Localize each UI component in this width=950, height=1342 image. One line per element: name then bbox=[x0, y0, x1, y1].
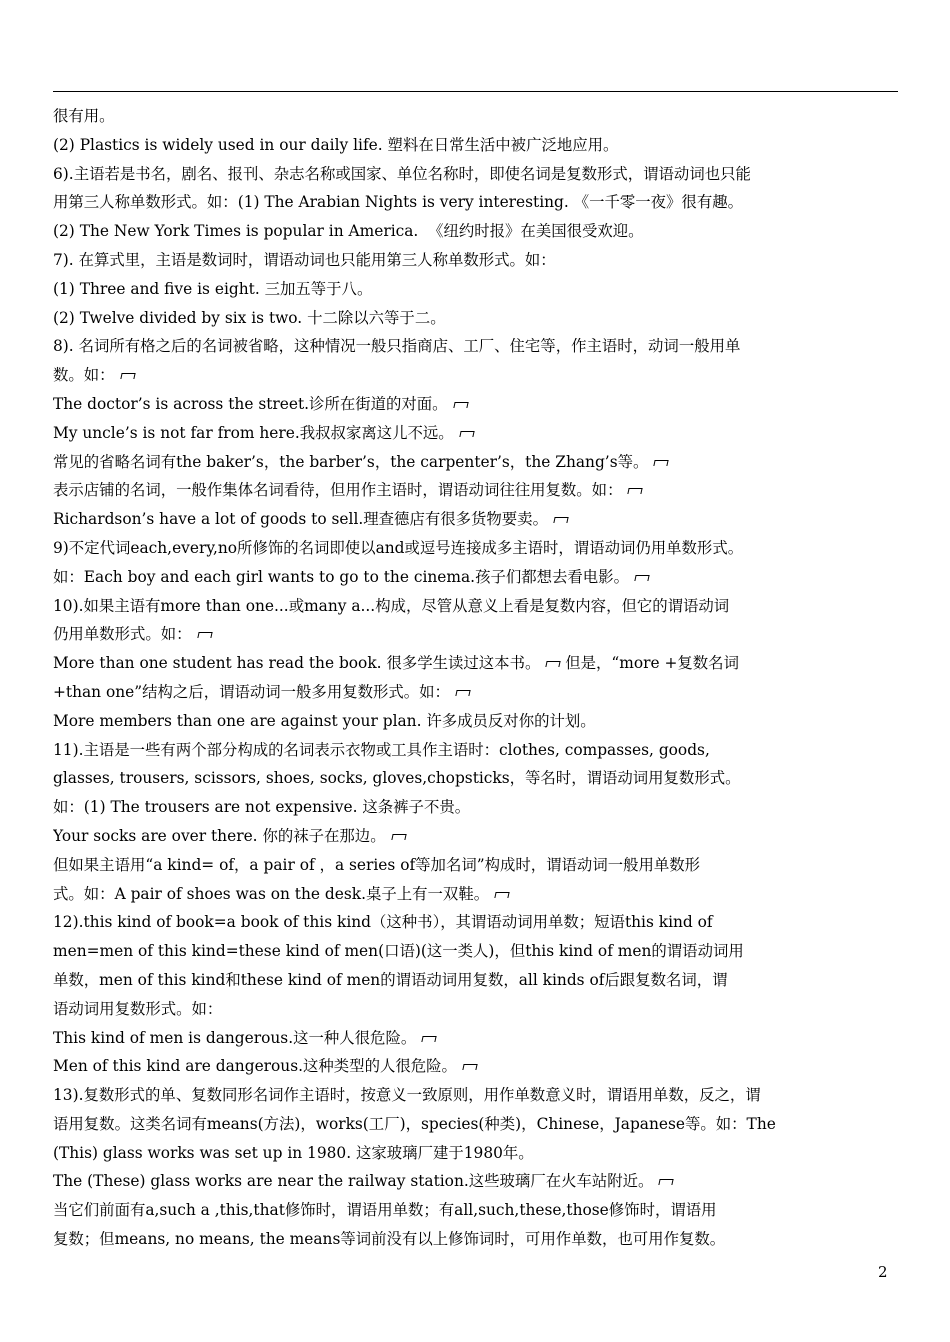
text-line bbox=[53, 880, 901, 909]
line-text: (This) glass works was set up in 1980. 这家玻璃厂建于1980年。 bbox=[53, 1143, 534, 1162]
text-line bbox=[53, 1167, 901, 1196]
line-text: 8). 名词所有格之后的名词被省略，这种情况一般只指商店、工厂、住宅等，作主语时，动词一般用单 bbox=[53, 337, 741, 356]
line-text: (2) Twelve divided by six is two. 十二除以六等于二。 bbox=[53, 308, 446, 327]
line-text: 复数；但means, no means, the means等词前没有以上修饰词时，可用作单数，也可用作复数。 bbox=[53, 1230, 726, 1249]
text-line bbox=[53, 707, 901, 736]
text-line bbox=[53, 246, 901, 275]
text-line bbox=[53, 448, 901, 477]
line-text: 10).如果主语有more than one...或many a...构成，尽管从意义上看是复数内容，但它的谓语动词 bbox=[53, 596, 730, 615]
line-text: 语动词用复数形式。如： bbox=[53, 999, 223, 1018]
line-text: 单数，men of this kind和these kind of men的谓语动词用复数，all kinds of后跟复数名词，谓 bbox=[53, 970, 728, 989]
text-line bbox=[53, 304, 901, 333]
text-line bbox=[53, 188, 901, 217]
line-text: +than one”结构之后，谓语动词一般多用复数形式。如： bbox=[53, 682, 450, 701]
text-line bbox=[53, 764, 901, 793]
line-text: The (These) glass works are near the railway station.这些玻璃厂在火车站附近。 bbox=[53, 1172, 654, 1191]
line-text: 用第三人称单数形式。如：(1) The Arabian Nights is very interesting. 《一千零一夜》很有趣。 bbox=[53, 193, 743, 212]
text-line bbox=[53, 1052, 901, 1081]
text-line bbox=[53, 822, 901, 851]
text-line bbox=[53, 620, 901, 649]
line-text: 语用复数。这类名词有means(方法)，works(工厂)，species(种类)，Chinese，Japanese等。如：The bbox=[53, 1114, 776, 1133]
line-text: More members than one are against your plan. 许多成员反对你的计划。 bbox=[53, 711, 596, 730]
text-line bbox=[53, 332, 901, 361]
text-line bbox=[53, 908, 901, 937]
paragraph-mark-icon bbox=[546, 659, 560, 669]
text-line bbox=[53, 592, 901, 621]
text-line bbox=[53, 102, 901, 131]
line-text: More than one student has read the book. 很多学生读过这本书。 bbox=[53, 654, 541, 673]
line-text: 很有用。 bbox=[53, 107, 115, 125]
text-line bbox=[53, 361, 901, 390]
paragraph-mark-icon bbox=[463, 1062, 477, 1072]
line-text: (2) The New York Times is popular in America. 《纽约时报》在美国很受欢迎。 bbox=[53, 222, 644, 241]
line-text: (2) Plastics is widely used in our daily life. 塑料在日常生活中被广泛地应用。 bbox=[53, 135, 619, 154]
text-line bbox=[53, 131, 901, 160]
line-text: 式。如：A pair of shoes was on the desk.桌子上有一双鞋。 bbox=[53, 884, 490, 903]
text-line bbox=[53, 505, 901, 534]
text-line bbox=[53, 1110, 901, 1139]
text-line bbox=[53, 390, 901, 419]
text-line bbox=[53, 793, 901, 822]
line-text: (1) Three and five is eight. 三加五等于八。 bbox=[53, 279, 373, 298]
paragraph-mark-icon bbox=[628, 486, 642, 496]
text-line bbox=[53, 736, 901, 765]
line-text: Your socks are over there. 你的袜子在那边。 bbox=[53, 826, 386, 845]
text-line bbox=[53, 217, 901, 246]
paragraph-mark-icon bbox=[659, 1177, 673, 1187]
paragraph-mark-icon bbox=[121, 371, 135, 381]
text-line bbox=[53, 1024, 901, 1053]
paragraph-mark-icon bbox=[495, 890, 509, 900]
line-text: 6).主语若是书名，剧名、报刊、杂志名称或国家、单位名称时，即使名词是复数形式，谓语动词也只能 bbox=[53, 164, 751, 183]
line-text: men=men of this kind=these kind of men(口语)(这一类人)，但this kind of men的谓语动词用 bbox=[53, 942, 744, 961]
text-line bbox=[53, 966, 901, 995]
line-text: Richardson’s have a lot of goods to sell.理查德店有很多货物要卖。 bbox=[53, 510, 548, 529]
text-line bbox=[53, 649, 901, 678]
text-line bbox=[53, 1139, 901, 1168]
text-line bbox=[53, 995, 901, 1024]
paragraph-mark-icon bbox=[554, 515, 568, 525]
line-text: My uncle’s is not far from here.我叔叔家离这儿不远。 bbox=[53, 423, 454, 442]
line-text: 如：Each boy and each girl wants to go to the cinema.孩子们都想去看电影。 bbox=[53, 567, 629, 586]
document-body bbox=[53, 102, 901, 1254]
paragraph-mark-icon bbox=[198, 630, 212, 640]
line-text: 13).复数形式的单、复数同形名词作主语时，按意义一致原则，用作单数意义时，谓语用单数，反之，谓 bbox=[53, 1086, 761, 1105]
text-line bbox=[53, 1196, 901, 1225]
text-line bbox=[53, 1225, 901, 1254]
line-text: 但如果主语用“a kind= of，a pair of ，a series of等加名词”构成时，谓语动词一般用单数形 bbox=[53, 855, 701, 874]
paragraph-mark-icon bbox=[422, 1034, 436, 1044]
page-number: 2 bbox=[878, 1263, 888, 1281]
line-text: The doctor’s is across the street.诊所在街道的对面。 bbox=[53, 394, 448, 413]
paragraph-mark-icon bbox=[392, 832, 406, 842]
text-line bbox=[53, 1081, 901, 1110]
line-text: 9)不定代词each,every,no所修饰的名词即使以and或逗号连接成多主语时，谓语动词仍用单数形式。 bbox=[53, 538, 744, 557]
line-text: 如：(1) The trousers are not expensive. 这条裤子不贵。 bbox=[53, 798, 471, 817]
text-line bbox=[53, 275, 901, 304]
paragraph-mark-icon bbox=[460, 429, 474, 439]
line-text: glasses, trousers, scissors, shoes, socks, gloves,chopsticks，等名时，谓语动词用复数形式。 bbox=[53, 769, 741, 788]
line-text: This kind of men is dangerous.这一种人很危险。 bbox=[53, 1028, 417, 1047]
header-rule bbox=[53, 91, 898, 92]
text-line bbox=[53, 419, 901, 448]
text-line bbox=[53, 851, 901, 880]
line-text: 12).this kind of book=a book of this kind（这种书），其谓语动词用单数；短语this kind of bbox=[53, 913, 713, 932]
line-text-continuation: 但是，“more +复数名词 bbox=[560, 654, 739, 673]
line-text: 仍用单数形式。如： bbox=[53, 625, 192, 644]
line-text: 7). 在算式里，主语是数词时，谓语动词也只能用第三人称单数形式。如： bbox=[53, 250, 556, 269]
text-line bbox=[53, 534, 901, 563]
text-line bbox=[53, 160, 901, 189]
paragraph-mark-icon bbox=[654, 458, 668, 468]
line-text: Men of this kind are dangerous.这种类型的人很危险。 bbox=[53, 1057, 457, 1076]
line-text: 数。如： bbox=[53, 366, 115, 385]
paragraph-mark-icon bbox=[456, 688, 470, 698]
paragraph-mark-icon bbox=[454, 400, 468, 410]
line-text: 11).主语是一些有两个部分构成的名词表示衣物或工具作主语时：clothes, compasses, goods, bbox=[53, 740, 710, 759]
text-line bbox=[53, 476, 901, 505]
text-line bbox=[53, 563, 901, 592]
line-text: 当它们前面有a,such a ,this,that修饰时，谓语用单数；有all,such,these,those修饰时，谓语用 bbox=[53, 1201, 717, 1220]
line-text: 表示店铺的名词，一般作集体名词看待，但用作主语时，谓语动词往往用复数。如： bbox=[53, 481, 623, 500]
text-line bbox=[53, 678, 901, 707]
paragraph-mark-icon bbox=[635, 573, 649, 583]
text-line bbox=[53, 937, 901, 966]
line-text: 常见的省略名词有the baker’s，the barber’s，the carpenter’s，the Zhang’s等。 bbox=[53, 452, 649, 471]
